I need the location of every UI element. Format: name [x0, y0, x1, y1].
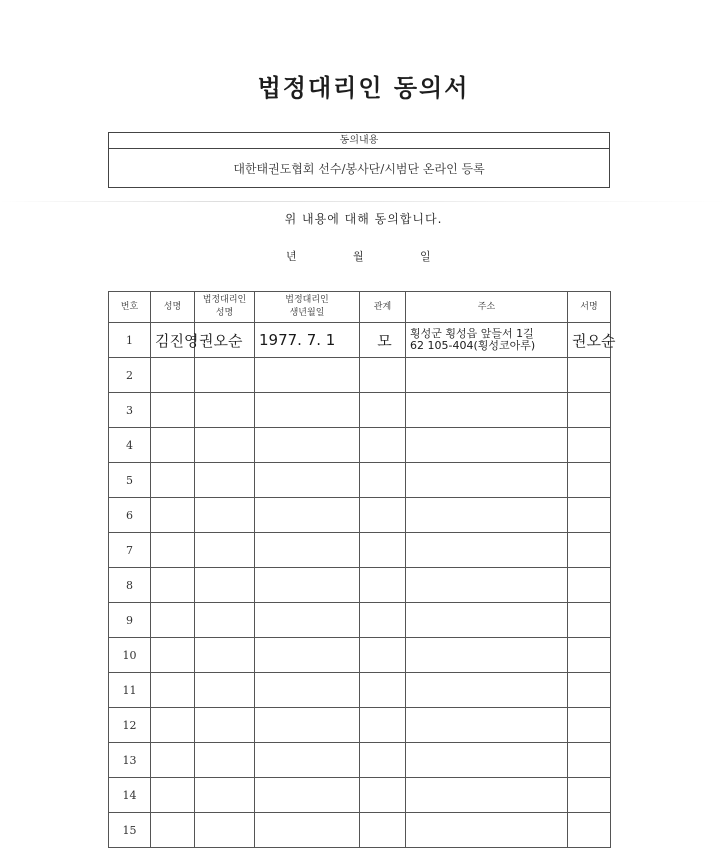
- cell-address: [406, 673, 568, 708]
- cell-guardian-name: [195, 568, 255, 603]
- header-number: 번호: [109, 292, 151, 323]
- table-row: [109, 813, 611, 848]
- row-number: 14: [109, 778, 151, 813]
- row-number: 7: [109, 533, 151, 568]
- cell-address: [406, 778, 568, 813]
- row-number: 1: [109, 323, 151, 358]
- cell-name: [151, 323, 199, 358]
- cell-guardian-dob: [255, 463, 360, 498]
- cell-relation: [360, 813, 406, 848]
- cell-signature: [568, 603, 611, 638]
- cell-guardian-dob: [255, 323, 360, 358]
- agreement-statement: 위 내용에 대해 동의합니다.: [284, 212, 443, 226]
- cell-address: [406, 358, 568, 393]
- cell-signature-text: 권오순: [572, 331, 616, 350]
- scan-artifact-line: [0, 201, 727, 202]
- cell-signature: [568, 533, 611, 568]
- cell-guardian-name: [195, 358, 255, 393]
- cell-guardian-name: [195, 498, 255, 533]
- cell-address: [406, 393, 568, 428]
- consent-body: 대한태권도협회 선수/봉사단/시범단 온라인 등록: [233, 162, 485, 176]
- table-header-row: [109, 292, 611, 323]
- row-number: 2: [109, 358, 151, 393]
- consent-content-box: [108, 132, 610, 188]
- cell-guardian-dob: [255, 778, 360, 813]
- table-row: [109, 568, 611, 603]
- cell-signature: [568, 463, 611, 498]
- cell-guardian-dob: [255, 568, 360, 603]
- cell-guardian-dob: [255, 708, 360, 743]
- cell-relation: [360, 568, 406, 603]
- row-number: 11: [109, 673, 151, 708]
- header-guardian-dob: 법정대리인 생년월일: [255, 292, 360, 323]
- cell-guardian-name: [195, 813, 255, 848]
- cell-address: [406, 568, 568, 603]
- cell-guardian-name: [195, 778, 255, 813]
- cell-guardian-dob: [255, 638, 360, 673]
- cell-address: [406, 603, 568, 638]
- cell-address: [406, 533, 568, 568]
- row-number: 5: [109, 463, 151, 498]
- date-day-label: 일: [420, 250, 431, 263]
- cell-guardian-dob: [255, 393, 360, 428]
- cell-relation: [360, 428, 406, 463]
- cell-relation: [360, 638, 406, 673]
- cell-guardian-name: [195, 743, 255, 778]
- cell-signature: [568, 673, 611, 708]
- cell-relation: [360, 603, 406, 638]
- cell-address: [406, 463, 568, 498]
- cell-signature: [568, 358, 611, 393]
- cell-name: [151, 603, 195, 638]
- page-title: 법정대리인 동의서: [257, 73, 470, 102]
- header-name: 성명: [151, 292, 195, 323]
- cell-address: [406, 638, 568, 673]
- cell-signature: [568, 813, 611, 848]
- guardian-table: [108, 291, 616, 848]
- cell-guardian-name: [195, 533, 255, 568]
- cell-name: [151, 638, 195, 673]
- cell-signature: [568, 638, 611, 673]
- cell-guardian-name-text: 권오순: [199, 331, 243, 350]
- table-row: [109, 778, 611, 813]
- cell-guardian-dob: [255, 358, 360, 393]
- cell-relation: [360, 778, 406, 813]
- cell-guardian-dob: [255, 428, 360, 463]
- cell-address: [406, 813, 568, 848]
- cell-name: [151, 673, 195, 708]
- cell-relation: [360, 323, 406, 358]
- table-row: [109, 743, 611, 778]
- cell-signature: [568, 778, 611, 813]
- cell-relation: [360, 673, 406, 708]
- cell-address: [406, 323, 568, 358]
- cell-address: [406, 428, 568, 463]
- table-row: [109, 463, 611, 498]
- cell-guardian-name: [195, 603, 255, 638]
- date-month-label: 월: [353, 250, 364, 263]
- cell-guardian-name: [195, 393, 255, 428]
- row-number: 9: [109, 603, 151, 638]
- row-number: 6: [109, 498, 151, 533]
- cell-signature: [568, 568, 611, 603]
- cell-address: [406, 708, 568, 743]
- cell-relation: [360, 708, 406, 743]
- cell-name: [151, 708, 195, 743]
- cell-name: [151, 393, 195, 428]
- header-signature: 서명: [568, 292, 611, 323]
- cell-address: [406, 498, 568, 533]
- address-line: 62 105-404(횡성코아루): [410, 340, 536, 352]
- table-row: [109, 603, 611, 638]
- row-number: 8: [109, 568, 151, 603]
- cell-relation: [360, 498, 406, 533]
- table-row: [109, 358, 611, 393]
- date-line: [0, 248, 727, 264]
- table-row: [109, 533, 611, 568]
- cell-name-text: 김진영: [155, 331, 199, 350]
- cell-name: [151, 463, 195, 498]
- table-row: [109, 498, 611, 533]
- cell-address: [406, 743, 568, 778]
- cell-guardian-name: [195, 638, 255, 673]
- cell-guardian-dob: [255, 498, 360, 533]
- cell-name: [151, 778, 195, 813]
- address-line: 횡성군 횡성읍 앞들서 1길: [410, 328, 534, 340]
- row-number: 3: [109, 393, 151, 428]
- cell-name: [151, 498, 195, 533]
- cell-name: [151, 743, 195, 778]
- cell-relation: [360, 393, 406, 428]
- cell-name: [151, 428, 195, 463]
- cell-relation: [360, 743, 406, 778]
- cell-signature: [568, 498, 611, 533]
- cell-guardian-name: [195, 708, 255, 743]
- table-row: [109, 323, 611, 358]
- cell-name: [151, 358, 195, 393]
- cell-relation: [360, 358, 406, 393]
- row-number: 12: [109, 708, 151, 743]
- cell-name: [151, 568, 195, 603]
- table-row: [109, 708, 611, 743]
- cell-signature: [568, 428, 611, 463]
- consent-header: 동의내용: [109, 133, 609, 149]
- cell-signature: [568, 323, 616, 358]
- cell-guardian-dob: [255, 743, 360, 778]
- cell-guardian-name: [195, 463, 255, 498]
- cell-guardian-dob: [255, 603, 360, 638]
- row-number: 10: [109, 638, 151, 673]
- cell-guardian-name: [195, 323, 255, 358]
- cell-signature: [568, 708, 611, 743]
- cell-guardian-dob-text: 1977. 7. 1: [259, 331, 336, 349]
- header-relation: 관계: [360, 292, 406, 323]
- cell-name: [151, 813, 195, 848]
- cell-relation: [360, 533, 406, 568]
- cell-guardian-name: [195, 428, 255, 463]
- table-row: [109, 393, 611, 428]
- cell-relation-text: 모: [377, 331, 392, 350]
- cell-guardian-dob: [255, 533, 360, 568]
- row-number: 13: [109, 743, 151, 778]
- cell-guardian-dob: [255, 813, 360, 848]
- row-number: 15: [109, 813, 151, 848]
- header-guardian-name: 법정대리인 성명: [195, 292, 255, 323]
- cell-signature: [568, 393, 611, 428]
- row-number: 4: [109, 428, 151, 463]
- cell-relation: [360, 463, 406, 498]
- table-row: [109, 638, 611, 673]
- table-row: [109, 428, 611, 463]
- table-row: [109, 673, 611, 708]
- cell-guardian-dob: [255, 673, 360, 708]
- cell-signature: [568, 743, 611, 778]
- header-address: 주소: [406, 292, 568, 323]
- cell-name: [151, 533, 195, 568]
- date-year-label: 년: [286, 250, 297, 263]
- cell-guardian-name: [195, 673, 255, 708]
